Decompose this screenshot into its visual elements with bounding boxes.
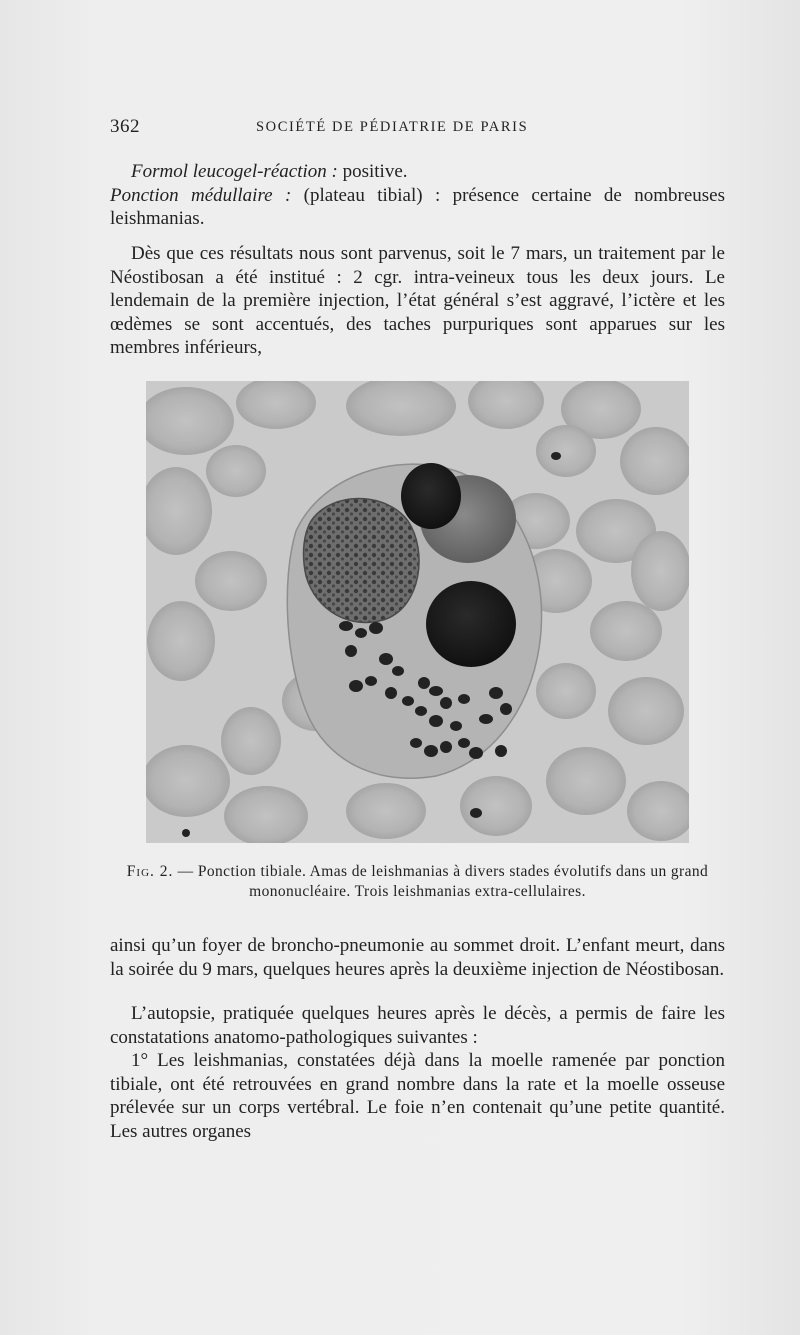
- figure-caption-text: — Ponction tibiale. Amas de leishmanias à divers stades évolutifs dans un grand mononucléaire. Trois leishmanias extra-cellulaires.: [173, 863, 709, 900]
- autopsy-paragraph: L’autopsie, pratiquée quelques heures après le décès, a permis de faire les constatations anatomo-pathologiques suivantes :: [110, 1003, 725, 1048]
- granular-cell: [304, 499, 420, 623]
- ponction-label: Ponction médullaire :: [110, 184, 292, 206]
- formol-value: positive.: [337, 161, 408, 182]
- central-nucleus: [426, 581, 516, 667]
- figure-label: Fig. 2.: [126, 863, 174, 880]
- formol-label: Formol leucogel-réaction :: [131, 161, 338, 182]
- page-header: [110, 116, 725, 142]
- lab-results-paragraph: [110, 160, 725, 231]
- outcome-paragraph: ainsi qu’un foyer de broncho-pneumonie au sommet droit. L’enfant meurt, dans la soirée du 9 mars, quelques heures après la deuxième injection de Néostibosan.: [110, 935, 725, 980]
- figure-caption: [110, 862, 725, 902]
- micrograph-image: [146, 381, 689, 843]
- running-title: SOCIÉTÉ DE PÉDIATRIE DE PARIS: [256, 119, 529, 135]
- ponction-value: (plateau tibial) : présence certaine de nombreuses leishmanias.: [110, 184, 725, 230]
- top-nucleus: [401, 463, 461, 529]
- micrograph-figure: [146, 381, 689, 843]
- page-number: 362: [110, 116, 140, 137]
- findings-paragraph: 1° Les leishmanias, constatées déjà dans la moelle ramenée par ponction tibiale, ont été retrouvées en grand nombre dans la rate et la moelle osseuse prélevée sur un corps vertébral. Le foie n’en contenait qu’une petite quantité. Les autres organes: [110, 1050, 725, 1142]
- treatment-paragraph: Dès que ces résultats nous sont parvenus, soit le 7 mars, un traitement par le Néostibosan a été institué : 2 cgr. intra-veineux tous les deux jours. Le lendemain de la première injection, l’état général s’est aggravé, l’ictère et les œdèmes se sont accentués, des taches purpuriques sont apparues sur les membres inférieurs,: [110, 243, 725, 359]
